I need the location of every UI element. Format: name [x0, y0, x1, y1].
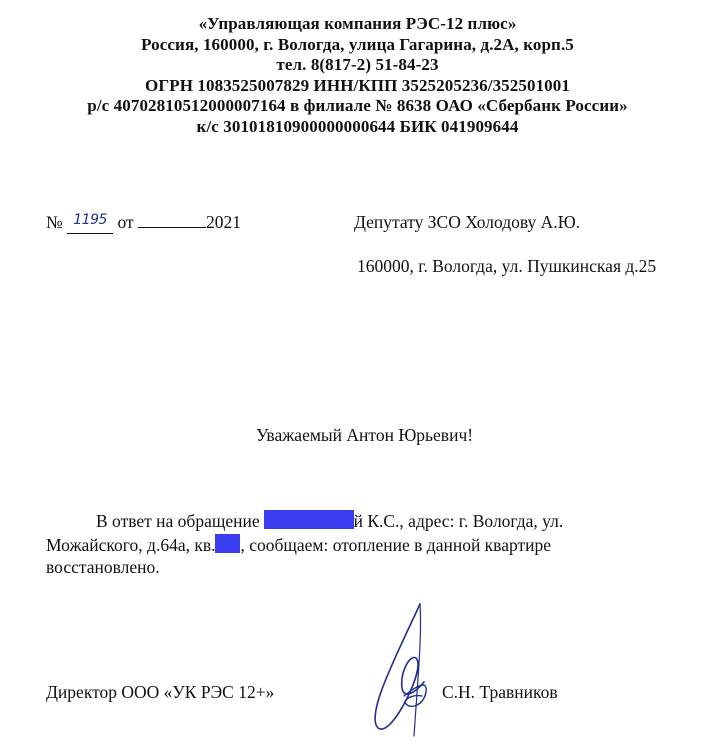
salutation: Уважаемый Антон Юрьевич! [256, 425, 474, 445]
body-text-3: Можайского, д.64а, кв. [46, 535, 216, 555]
reference-year: 2021 [206, 212, 241, 232]
from-word: от [117, 212, 134, 232]
company-account: р/с 40702810512000007164 в филиале № 8638 ОАО «Сбербанк России» [87, 96, 628, 116]
director-name: С.Н. Травников [442, 682, 558, 702]
letterhead [0, 14, 715, 138]
company-ogrn: ОГРН 1083525007829 ИНН/КПП 3525205236/352501001 [145, 75, 570, 95]
company-corr-account: к/с 30101810900000000644 БИК 041909644 [196, 116, 519, 136]
company-address: Россия, 160000, г. Вологда, улица Гагарина, д.2А, корп.5 [141, 34, 574, 54]
reference-line [46, 212, 241, 234]
director-position: Директор ООО «УК РЭС 12+» [46, 682, 275, 702]
addressee-address: 160000, г. Вологда, ул. Пушкинская д.25 [357, 256, 657, 276]
body-text-1: В ответ на обращение [96, 511, 260, 531]
company-name: «Управляющая компания РЭС-12 плюс» [198, 14, 517, 33]
company-phone: тел. 8(817-2) 51-84-23 [276, 55, 439, 75]
number-sign: № [46, 212, 63, 232]
body-line-1 [96, 510, 563, 532]
body-text-2: й К.С., адрес: г. Вологда, ул. [353, 511, 564, 531]
reference-number-field [67, 212, 113, 234]
redaction-name [264, 510, 354, 529]
redaction-apartment [215, 534, 240, 553]
body-text-4: , сообщаем: отопление в данной квартире [240, 535, 552, 555]
signature-icon [360, 596, 460, 744]
body-line-3: восстановлено. [46, 557, 160, 577]
body-line-2 [46, 534, 551, 556]
handwritten-reference-number: 1195 [73, 212, 107, 228]
date-blank [138, 213, 206, 228]
addressee-name: Депутату ЗСО Холодову А.Ю. [354, 212, 581, 232]
